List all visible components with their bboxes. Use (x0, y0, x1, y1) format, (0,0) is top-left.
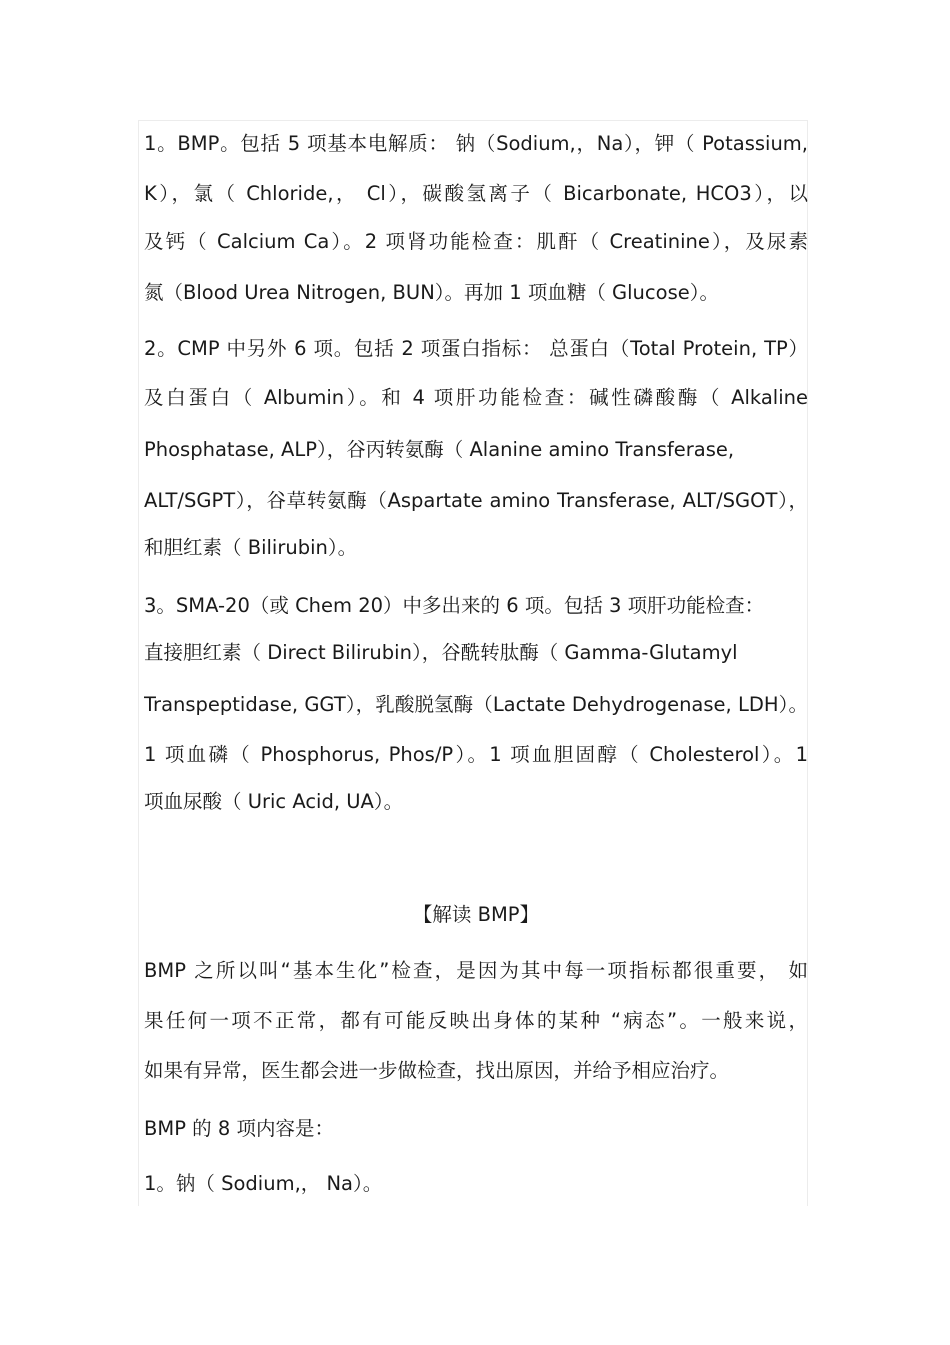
paragraph-1-line-4: 氮（Blood Urea Nitrogen, BUN）。再加 1 项血糖（ Glucose）。 (144, 281, 719, 304)
paragraph-3-line-1: 3。SMA-20（或 Chem 20）中多出来的 6 项。包括 3 项肝功能检查： (144, 594, 765, 617)
paragraph-2-line-5: 和胆红素（ Bilirubin）。 (144, 536, 358, 559)
paragraph-2-line-4: ALT/SGPT），谷草转氨酶（Aspartate amino Transferase, ALT/SGOT）， (144, 489, 808, 512)
paragraph-1-line-2: K），氯（ Chloride,， Cl），碳酸氢离子（ Bicarbonate, HCO3），以 (144, 182, 808, 205)
paragraph-1-line-3: 及钙（ Calcium Ca）。2 项肾功能检查：肌酐（ Creatinine），及尿素 (144, 230, 808, 253)
paragraph-2-line-3: Phosphatase, ALP），谷丙转氨酶（ Alanine amino Transferase, (144, 438, 735, 461)
paragraph-2-line-1: 2。CMP 中另外 6 项。包括 2 项蛋白指标： 总蛋白（Total Protein, TP） (144, 337, 808, 360)
paragraph-2-line-2: 及白蛋白（ Albumin）。和 4 项肝功能检查：碱性磷酸酶（ Alkaline (144, 386, 808, 409)
interpretation-line-3: 如果有异常，医生都会进一步做检查，找出原因，并给予相应治疗。 (144, 1059, 730, 1082)
interpretation-line-2: 果任何一项不正常，都有可能反映出身体的某种 “病态”。一般来说， (144, 1009, 808, 1032)
paragraph-3-line-5: 项血尿酸（ Uric Acid, UA）。 (144, 790, 404, 813)
paragraph-3-line-4: 1 项血磷（ Phosphorus, Phos/P）。1 项血胆固醇（ Cholesterol）。1 (144, 743, 808, 766)
list-intro: BMP 的 8 项内容是： (144, 1117, 334, 1140)
interpretation-line-1: BMP 之所以叫“基本生化”检查，是因为其中每一项指标都很重要， 如 (144, 959, 808, 982)
paragraph-1-line-1: 1。BMP。包括 5 项基本电解质： 钠（Sodium,，Na），钾（ Potassium, (144, 132, 808, 155)
section-heading: 【解读 BMP】 (412, 903, 540, 926)
list-item: 1。钠（ Sodium,， Na）。 (144, 1172, 383, 1195)
paragraph-3-line-3: Transpeptidase, GGT），乳酸脱氢酶（Lactate Dehydrogenase, LDH）。 (144, 693, 808, 716)
paragraph-3-line-2: 直接胆红素（ Direct Bilirubin），谷酰转肽酶（ Gamma-Glutamyl (144, 641, 738, 664)
